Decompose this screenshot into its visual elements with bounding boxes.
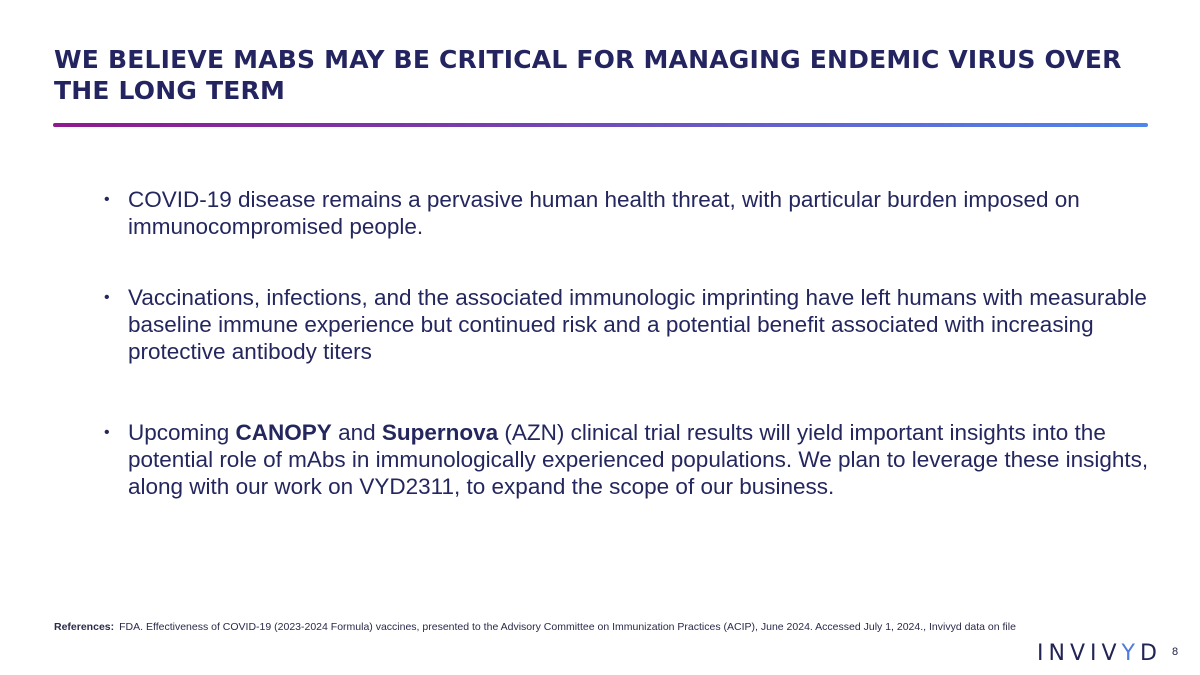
page-number: 8 xyxy=(1172,646,1179,658)
references-label: References: xyxy=(54,621,115,633)
invivyd-logo xyxy=(1037,641,1162,667)
slide-title: WE BELIEVE MABS MAY BE CRITICAL FOR MANAGING ENDEMIC VIRUS OVER THE LONG TERM xyxy=(54,45,1122,105)
bullet-marker: • xyxy=(104,191,110,208)
bullet-text: COVID-19 disease remains a pervasive human health threat, with particular burden imposed on immunocompromised people. xyxy=(128,187,1080,239)
bullet-text: Vaccinations, infections, and the associated immunologic imprinting have left humans with measurable baseline immune experience but continued risk and a potential benefit associated with increasing protective antibody titers xyxy=(128,285,1147,364)
supernova-trial-name: Supernova xyxy=(381,420,499,445)
bullet-marker: • xyxy=(104,424,110,441)
bullet-text-conjunction: and xyxy=(331,420,382,445)
title-gradient-divider xyxy=(53,123,1148,127)
bullet-list xyxy=(104,186,1154,500)
logo-accent-letter: Y xyxy=(1121,641,1140,666)
bullet-text-body: (AZN) clinical trial results will yield important insights into the potential role of mAbs in immunologically experienced populations. We plan to leverage these insights, along with our work on VYD2311, to expand the scope of our business. xyxy=(128,420,1149,499)
bullet-text-intro: Upcoming xyxy=(128,420,236,445)
references-text: FDA. Effectiveness of COVID-19 (2023-2024 Formula) vaccines, presented to the Advisory Committee on Immunization Practices (ACIP), June 2024. Accessed July 1, 2024., Invivyd data on file xyxy=(119,621,1016,633)
references-footnote xyxy=(54,621,1154,633)
bullet-item xyxy=(104,419,1154,500)
bullet-item xyxy=(104,186,1154,240)
bullet-item xyxy=(104,284,1154,365)
bullet-marker: • xyxy=(104,289,110,306)
logo-text-start: INVIV xyxy=(1037,641,1122,666)
logo-text-end: D xyxy=(1140,641,1162,666)
canopy-trial-name: CANOPY xyxy=(235,420,332,445)
